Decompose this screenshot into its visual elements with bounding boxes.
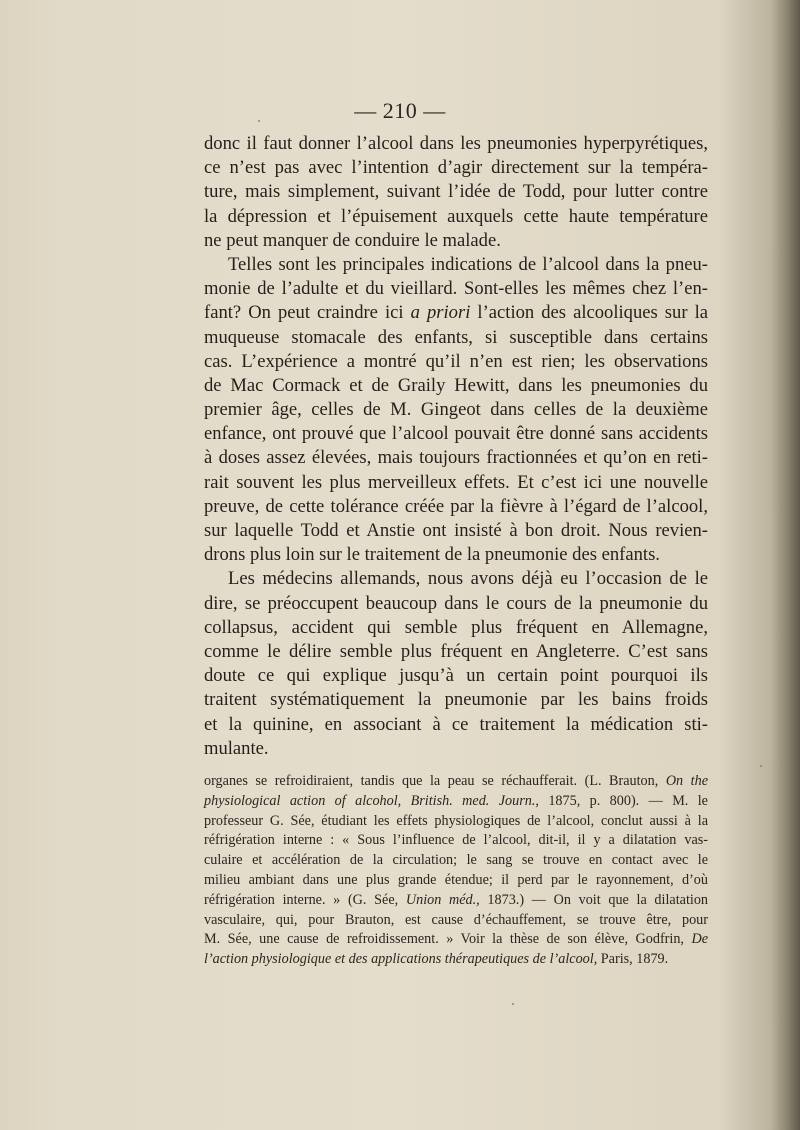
text-fragment: M. Sée, une cause de refroidissement. » Voir la thèse de son élève, Godfrin,	[204, 931, 684, 948]
text-line: drons plus loin sur le traitement de la pneumonie des enfants.	[204, 544, 660, 566]
text-line-mixed	[204, 301, 708, 325]
italic-text: a priori	[410, 302, 471, 324]
main-text	[204, 132, 708, 761]
footnote-line	[204, 950, 708, 970]
text-fragment: Paris, 1879.	[600, 951, 669, 968]
text-line: preuve, de cette tolérance créée par la fièvre à l’égard de l’alcool,	[204, 495, 708, 517]
text-line: mulante.	[204, 737, 269, 759]
page-edge-shadow	[770, 0, 800, 1130]
text-line: collapsus, accident qui semble plus fréquent en Allemagne,	[204, 616, 708, 638]
footnote-line: réfrigération interne : « Sous l’influence de l’alcool, dit-il, il y a dilatation vas-	[204, 832, 708, 849]
text-line: cas. L’expérience a montré qu’il n’en est rien; les observations	[204, 350, 708, 372]
text-line: comme le délire semble plus fréquent en Angleterre. C’est sans	[204, 640, 708, 662]
paper-speck	[760, 765, 762, 767]
text-line: ne peut manquer de conduire le malade.	[204, 229, 501, 251]
text-line: rait souvent les plus merveilleux effets. Et c’est ici une nouvelle	[204, 471, 708, 493]
footnote-line: culaire et accélération de la circulation; le sang se trouve en contact avec le	[204, 852, 708, 869]
footnote-line: vasculaire, qui, pour Brauton, est cause d’échauffement, se trouve être, pour	[204, 911, 708, 928]
text-line: de Mac Cormack et de Graily Hewitt, dans les pneumonies du	[204, 374, 708, 396]
text-line: premier âge, celles de M. Gingeot dans celles de la deuxième	[204, 399, 708, 421]
text-line: traitent systématiquement la pneumonie par les bains froids	[204, 689, 708, 711]
footnote-line	[204, 930, 708, 950]
text-line: enfance, ont prouvé que l’alcool pouvait être donné sans accidents	[204, 423, 708, 445]
text-line: muqueuse stomacale des enfants, si susceptible dans certains	[204, 326, 708, 348]
italic-text: Union méd.,	[405, 891, 480, 908]
paper-speck	[258, 120, 260, 122]
text-line: Telles sont les principales indications de l’alcool dans la pneu-	[228, 253, 708, 275]
footnote-line	[204, 792, 708, 812]
text-line: ce n’est pas avec l’intention d’agir directement sur la tempéra-	[204, 157, 708, 179]
text-line: Les médecins allemands, nous avons déjà eu l’occasion de le	[228, 568, 708, 590]
footnote-line: professeur G. Sée, étudiant les effets physiologiques de l’alcool, conclut aussi à la	[204, 812, 708, 829]
page-number: — 210 —	[354, 98, 446, 123]
footnote	[204, 772, 708, 970]
text-fragment: l’action des alcooliques sur la	[477, 302, 708, 324]
italic-text: physiological action of alcohol, British. med. Journ.,	[204, 792, 539, 809]
text-fragment: 1873.) — On voit que la dilatation	[487, 891, 709, 908]
italic-text: De	[691, 931, 709, 948]
italic-text: On the	[665, 773, 708, 789]
text-line: ture, mais simplement, suivant l’idée de Todd, pour lutter contre	[204, 181, 708, 203]
text-line: la dépression et l’épuisement auxquels cette haute température	[204, 205, 708, 227]
text-fragment: réfrigération interne. » (G. Sée,	[204, 891, 399, 908]
footnote-line	[204, 891, 708, 911]
text-fragment: fant? On peut craindre ici	[204, 302, 404, 324]
text-line: dire, se préoccupent beaucoup dans le cours de la pneumonie du	[204, 592, 708, 614]
text-fragment: organes se refroidiraient, tandis que la peau se réchaufferait. (L. Brauton,	[204, 773, 659, 789]
paper-speck	[512, 1003, 514, 1005]
text-line: donc il faut donner l’alcool dans les pneumonies hyperpyrétiques,	[204, 133, 708, 154]
text-line: et la quinine, en associant à ce traitement la médication sti-	[204, 713, 708, 735]
footnote-line: milieu ambiant dans une plus grande étendue; il perd par le rayonnement, d’où	[204, 871, 708, 888]
text-line: doute ce qui explique jusqu’à un certain point pourquoi ils	[204, 665, 708, 687]
text-line: monie de l’adulte et du vieillard. Sont-elles les mêmes chez l’en-	[204, 278, 708, 300]
text-line: sur laquelle Todd et Anstie ont insisté à bon droit. Nous revien-	[204, 520, 708, 541]
footnote-line	[204, 772, 708, 792]
italic-text: l’action physiologique et des applications thérapeutiques de l’alcool,	[204, 951, 598, 968]
text-fragment: 1875, p. 800). — M. le	[548, 792, 708, 809]
text-line: à doses assez élevées, mais toujours fractionnées et qu’on en reti-	[204, 447, 708, 469]
